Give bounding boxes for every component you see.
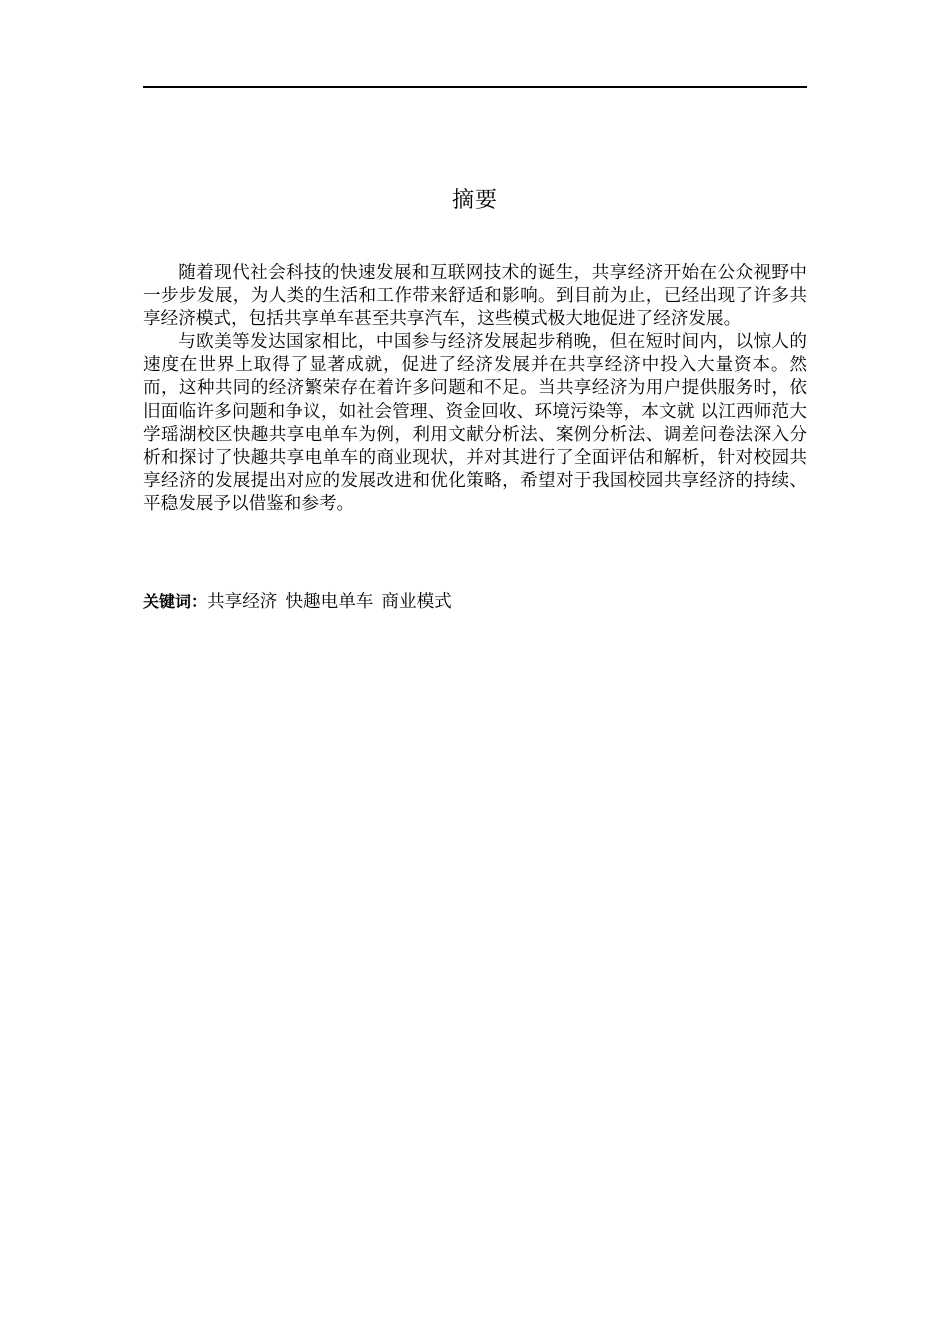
keywords-label: 关键词：: [143, 592, 208, 611]
header-rule: [143, 86, 807, 88]
abstract-body: [143, 262, 807, 516]
abstract-title: 摘要: [451, 188, 498, 213]
abstract-paragraph-1: 随着现代社会科技的快速发展和互联网技术的诞生，共享经济开始在公众视野中一步步发展，为人类的生活和工作带来舒适和影响。到目前为止，已经出现了许多共享经济模式，包括共享单车甚至共享汽车，这些模式极大地促进了经济发展。: [143, 263, 807, 330]
keyword-item: 商业模式: [381, 592, 452, 612]
abstract-paragraph-2: 与欧美等发达国家相比，中国参与经济发展起步稍晚，但在短时间内，以惊人的速度在世界上取得了显著成就，促进了经济发展并在共享经济中投入大量资本。然而，这种共同的经济繁荣存在着许多问题和不足。当共享经济为用户提供服务时，依旧面临许多问题和争议，如社会管理、资金回收、环境污染等，本文就 以江西师范大学瑶湖校区快趣共享电单车为例，利用文献分析法、案例分析法、调差问卷法深入分析和探讨了快趣共享电单车的商业现状，并对其进行了全面评估和解析，针对校园共享经济的发展提出对应的发展改进和优化策略，希望对于我国校园共享经济的持续、平稳发展予以借鉴和参考。: [143, 332, 807, 514]
keyword-item: 共享经济: [207, 592, 278, 612]
keywords-line: [143, 590, 807, 614]
keyword-item: 快趣电单车: [285, 592, 374, 612]
